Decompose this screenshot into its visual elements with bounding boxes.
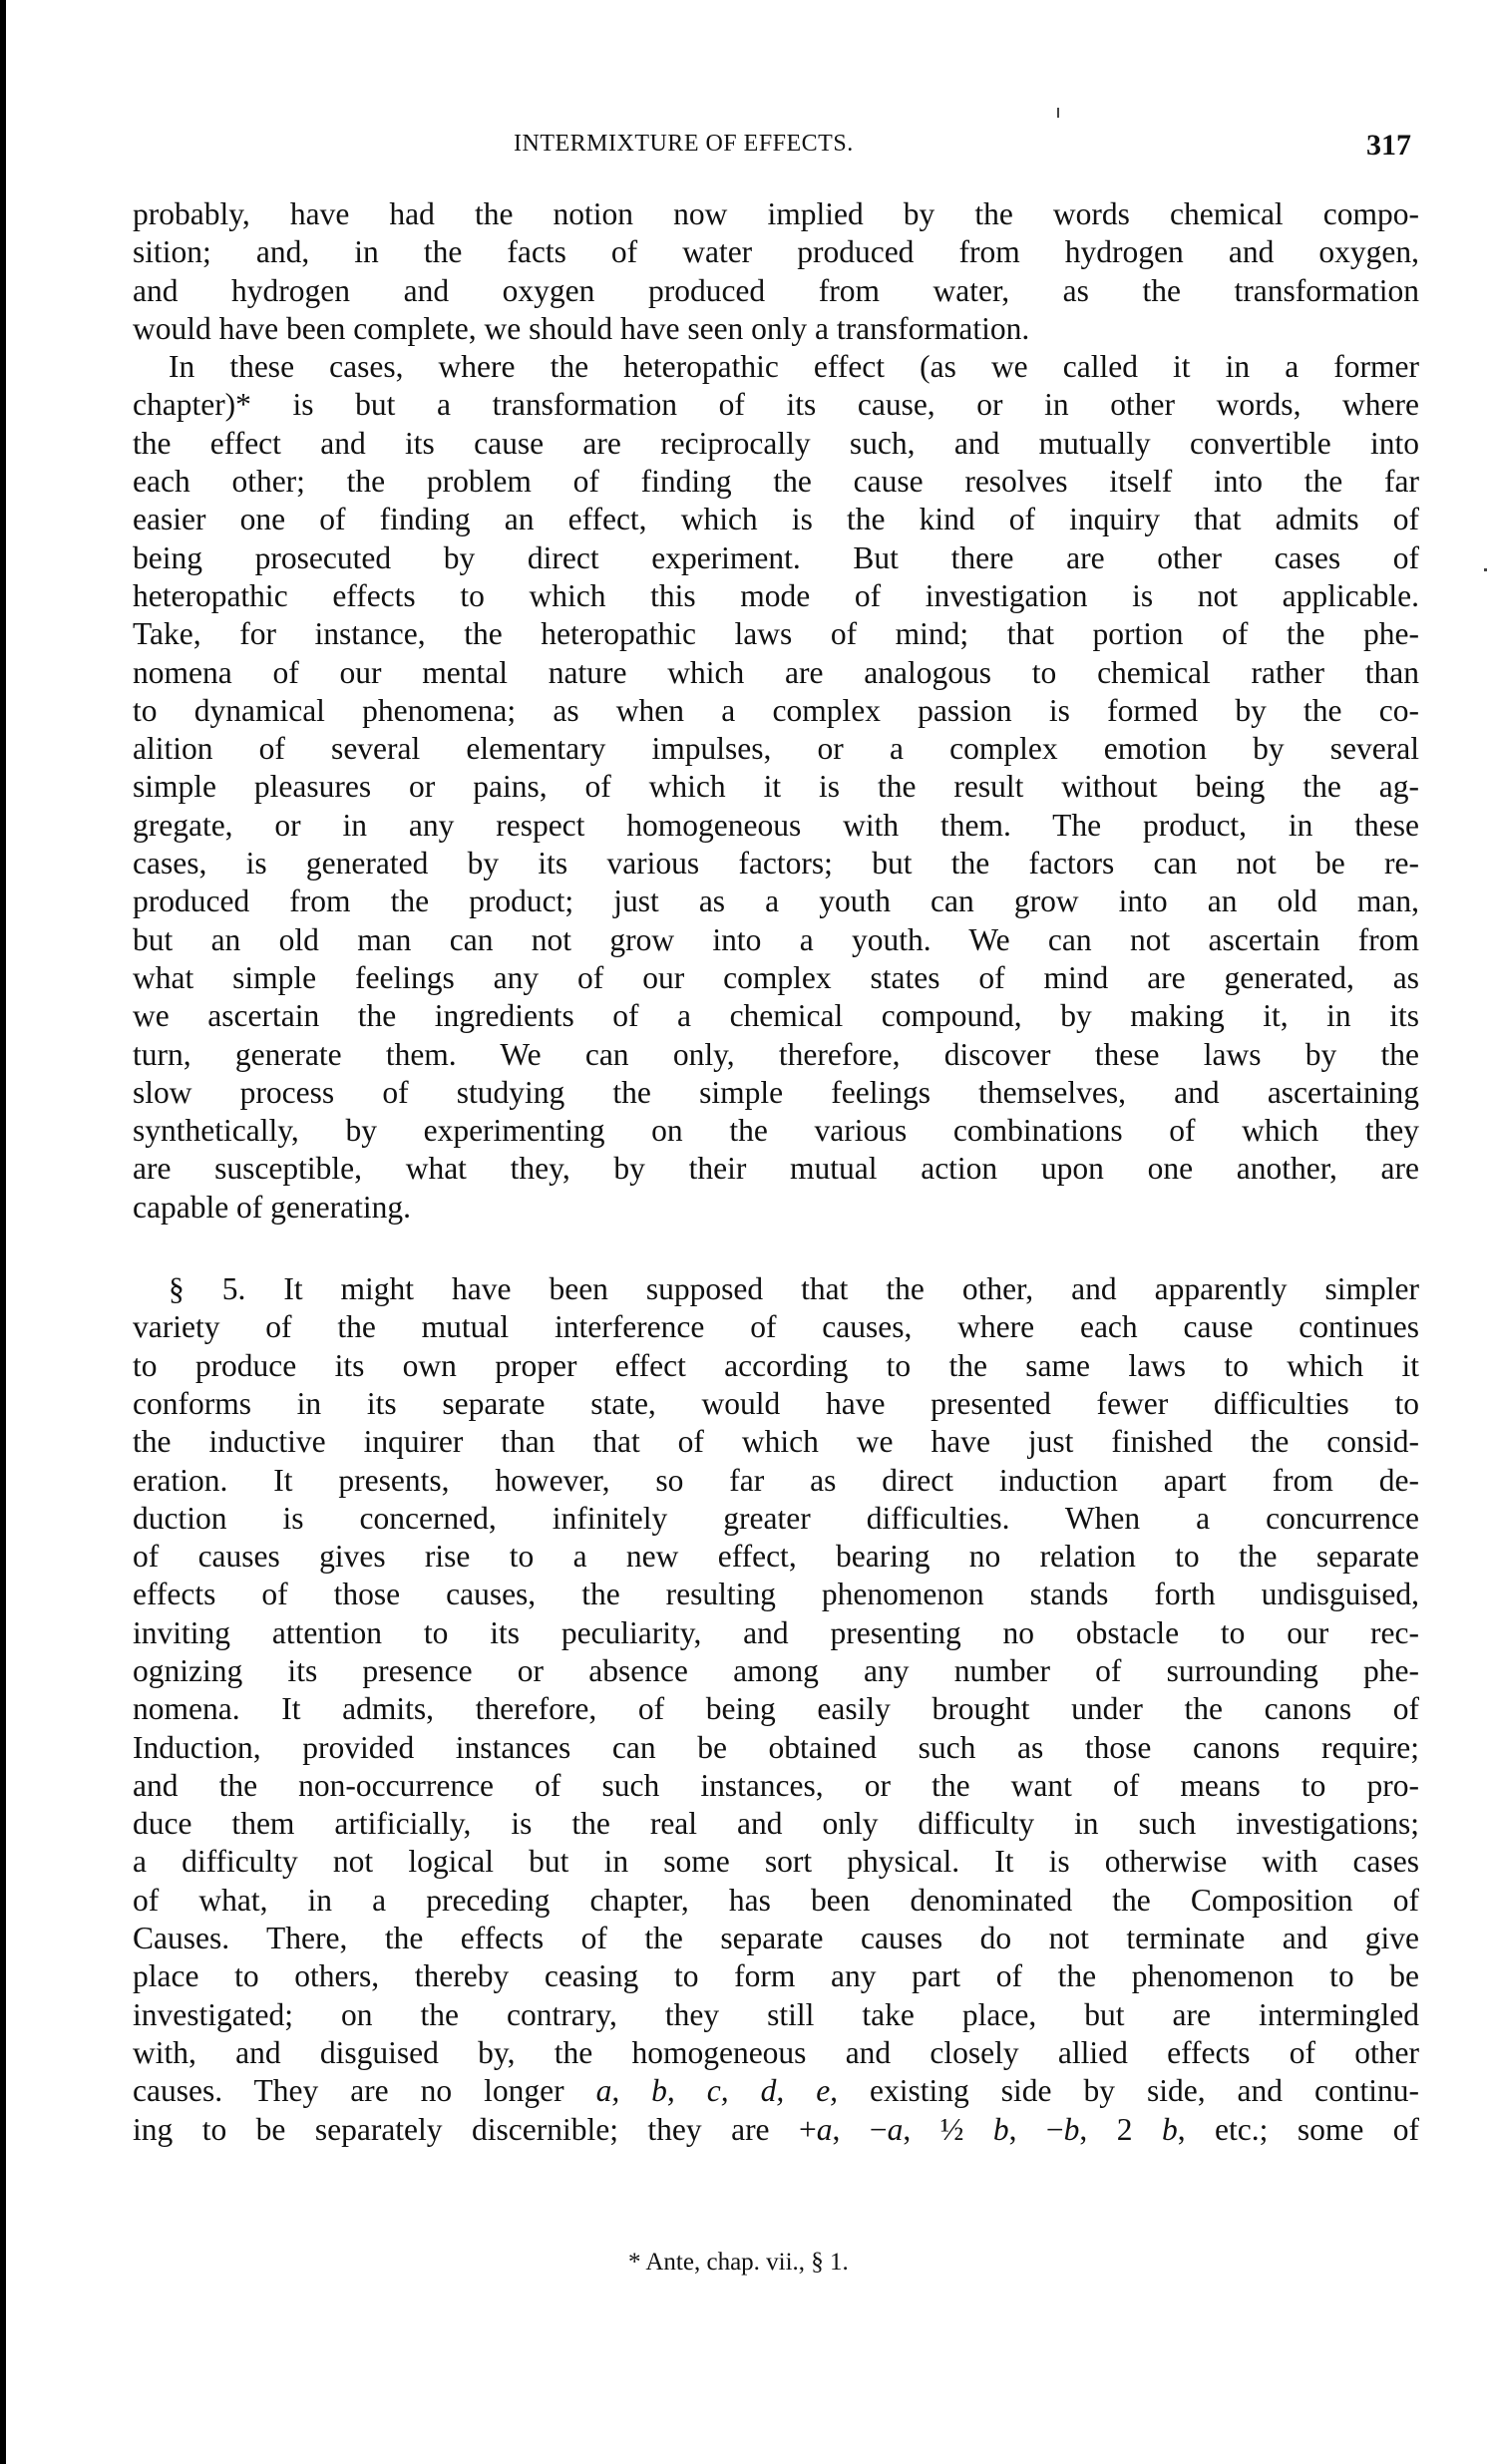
text-line: conforms in its separate state, would have presented fewer difficulties to xyxy=(133,1385,1419,1421)
text-fragment: , ½ xyxy=(903,2111,993,2147)
text-line: slow process of studying the simple feelings themselves, and ascertaining xyxy=(133,1074,1419,1110)
text-line: ognizing its presence or absence among any number of surrounding phe- xyxy=(133,1652,1419,1688)
text-line: In these cases, where the heteropathic effect (as we called it in a former xyxy=(169,349,1419,385)
text-line: sition; and, in the facts of water produced from hydrogen and oxygen, xyxy=(133,234,1419,270)
text-line: place to others, thereby ceasing to form any part of the phenomenon to be xyxy=(133,1958,1419,1994)
text-fragment: causes. They are no longer xyxy=(133,2073,596,2109)
text-fragment: , etc.; some of xyxy=(1177,2111,1420,2147)
paragraph-heteropathic xyxy=(133,348,1419,1227)
italic-variables: a, b, c, d, e, xyxy=(595,2073,839,2109)
section-5-paragraph xyxy=(133,1270,1419,2149)
text-line: produced from the product; just as a youth can grow into an old man, xyxy=(133,883,1419,919)
text-line: Causes. There, the effects of the separate causes do not terminate and give xyxy=(133,1921,1419,1956)
text-line: and hydrogen and oxygen produced from water, as the transformation xyxy=(133,272,1419,308)
text-line: duction is concerned, infinitely greater difficulties. When a concurrence xyxy=(133,1500,1419,1536)
text-line: what simple feelings any of our complex states of mind are generated, as xyxy=(133,959,1419,995)
body-text xyxy=(133,195,1419,2149)
scan-speck xyxy=(1484,568,1487,571)
text-fragment: , − xyxy=(832,2111,888,2147)
text-line: inviting attention to its peculiarity, and presenting no obstacle to our rec- xyxy=(133,1614,1419,1650)
text-line: but an old man can not grow into a youth. We can not ascertain from xyxy=(133,921,1419,957)
text-line: to dynamical phenomena; as when a complex passion is formed by the co- xyxy=(133,692,1419,728)
text-line: easier one of finding an effect, which is the kind of inquiry that admits of xyxy=(133,502,1419,537)
text-line: of what, in a preceding chapter, has been denominated the Composition of xyxy=(133,1882,1419,1918)
text-fragment: , 2 xyxy=(1079,2111,1162,2147)
text-line: nomena. It admits, therefore, of being easily brought under the canons of xyxy=(133,1691,1419,1727)
text-line: effects of those causes, the resulting phenomenon stands forth undisguised, xyxy=(133,1577,1419,1612)
page-number: 317 xyxy=(1366,129,1411,162)
text-line: a difficulty not logical but in some sort physical. It is otherwise with cases xyxy=(133,1844,1419,1880)
text-line: nomena of our mental nature which are analogous to chemical rather than xyxy=(133,654,1419,690)
text-line: are susceptible, what they, by their mutual action upon one another, are xyxy=(133,1151,1419,1187)
italic-variable: b xyxy=(1161,2111,1178,2147)
text-line: with, and disguised by, the homogeneous and closely allied effects of other xyxy=(133,2034,1419,2070)
text-line: cases, is generated by its various factors; but the factors can not be re- xyxy=(133,846,1419,881)
text-line: to produce its own proper effect according to the same laws to which it xyxy=(133,1347,1419,1383)
text-line: gregate, or in any respect homogeneous with them. The product, in these xyxy=(133,807,1419,843)
text-line: probably, have had the notion now implied by the words chemical compo- xyxy=(133,196,1419,231)
text-line-math xyxy=(133,2072,1419,2110)
text-fragment: ing to be separately discernible; they are + xyxy=(133,2111,817,2147)
scan-speck xyxy=(1057,108,1059,118)
section-gap xyxy=(133,1227,1419,1270)
text-line: each other; the problem of finding the cause resolves itself into the far xyxy=(133,464,1419,500)
section-5-first-line: § 5. It might have been supposed that the other, and apparently simpler xyxy=(169,1271,1419,1307)
text-line: simple pleasures or pains, of which it is the result without being the ag- xyxy=(133,769,1419,805)
text-line: eration. It presents, however, so far as direct induction apart from de- xyxy=(133,1462,1419,1498)
text-line-math xyxy=(133,2111,1419,2149)
text-fragment: existing side by side, and continu- xyxy=(838,2073,1419,2109)
text-line: turn, generate them. We can only, therefore, discover these laws by the xyxy=(133,1036,1419,1072)
text-line: we ascertain the ingredients of a chemical compound, by making it, in its xyxy=(133,998,1419,1034)
scan-left-edge xyxy=(0,0,6,2464)
italic-variable: b xyxy=(992,2111,1009,2147)
text-line: Take, for instance, the heteropathic laws of mind; that portion of the phe- xyxy=(133,616,1419,652)
text-line: the inductive inquirer than that of which we have just finished the consid- xyxy=(133,1424,1419,1460)
text-line: investigated; on the contrary, they still take place, but are intermingled xyxy=(133,1996,1419,2032)
text-line: variety of the mutual interference of causes, where each cause continues xyxy=(133,1309,1419,1345)
text-line: duce them artificially, is the real and only difficulty in such investigations; xyxy=(133,1806,1419,1842)
text-line: Induction, provided instances can be obtained such as those canons require; xyxy=(133,1729,1419,1765)
running-head xyxy=(0,124,1490,164)
italic-variable: a xyxy=(816,2111,833,2147)
text-fragment: , − xyxy=(1008,2111,1064,2147)
italic-variable: b xyxy=(1063,2111,1080,2147)
text-line: the effect and its cause are reciprocally such, and mutually convertible into xyxy=(133,425,1419,461)
text-line: and the non-occurrence of such instances, or the want of means to pro- xyxy=(133,1767,1419,1803)
text-line: synthetically, by experimenting on the various combinations of which they xyxy=(133,1113,1419,1149)
running-title: INTERMIXTURE OF EFFECTS. xyxy=(514,131,854,157)
italic-variable: a xyxy=(887,2111,904,2147)
text-line: of causes gives rise to a new effect, bearing no relation to the separate xyxy=(133,1539,1419,1575)
text-line: capable of generating. xyxy=(133,1189,411,1225)
text-line: being prosecuted by direct experiment. But there are other cases of xyxy=(133,539,1419,575)
text-line: would have been complete, we should have seen only a transformation. xyxy=(133,310,1030,346)
footnote-text: * Ante, chap. vii., § 1. xyxy=(628,2249,849,2276)
text-line: alition of several elementary impulses, or a complex emotion by several xyxy=(133,731,1419,767)
text-line: heteropathic effects to which this mode of investigation is not applicable. xyxy=(133,577,1419,613)
paragraph-continuation xyxy=(133,195,1419,348)
text-line: chapter)* is but a transformation of its cause, or in other words, where xyxy=(133,387,1419,423)
